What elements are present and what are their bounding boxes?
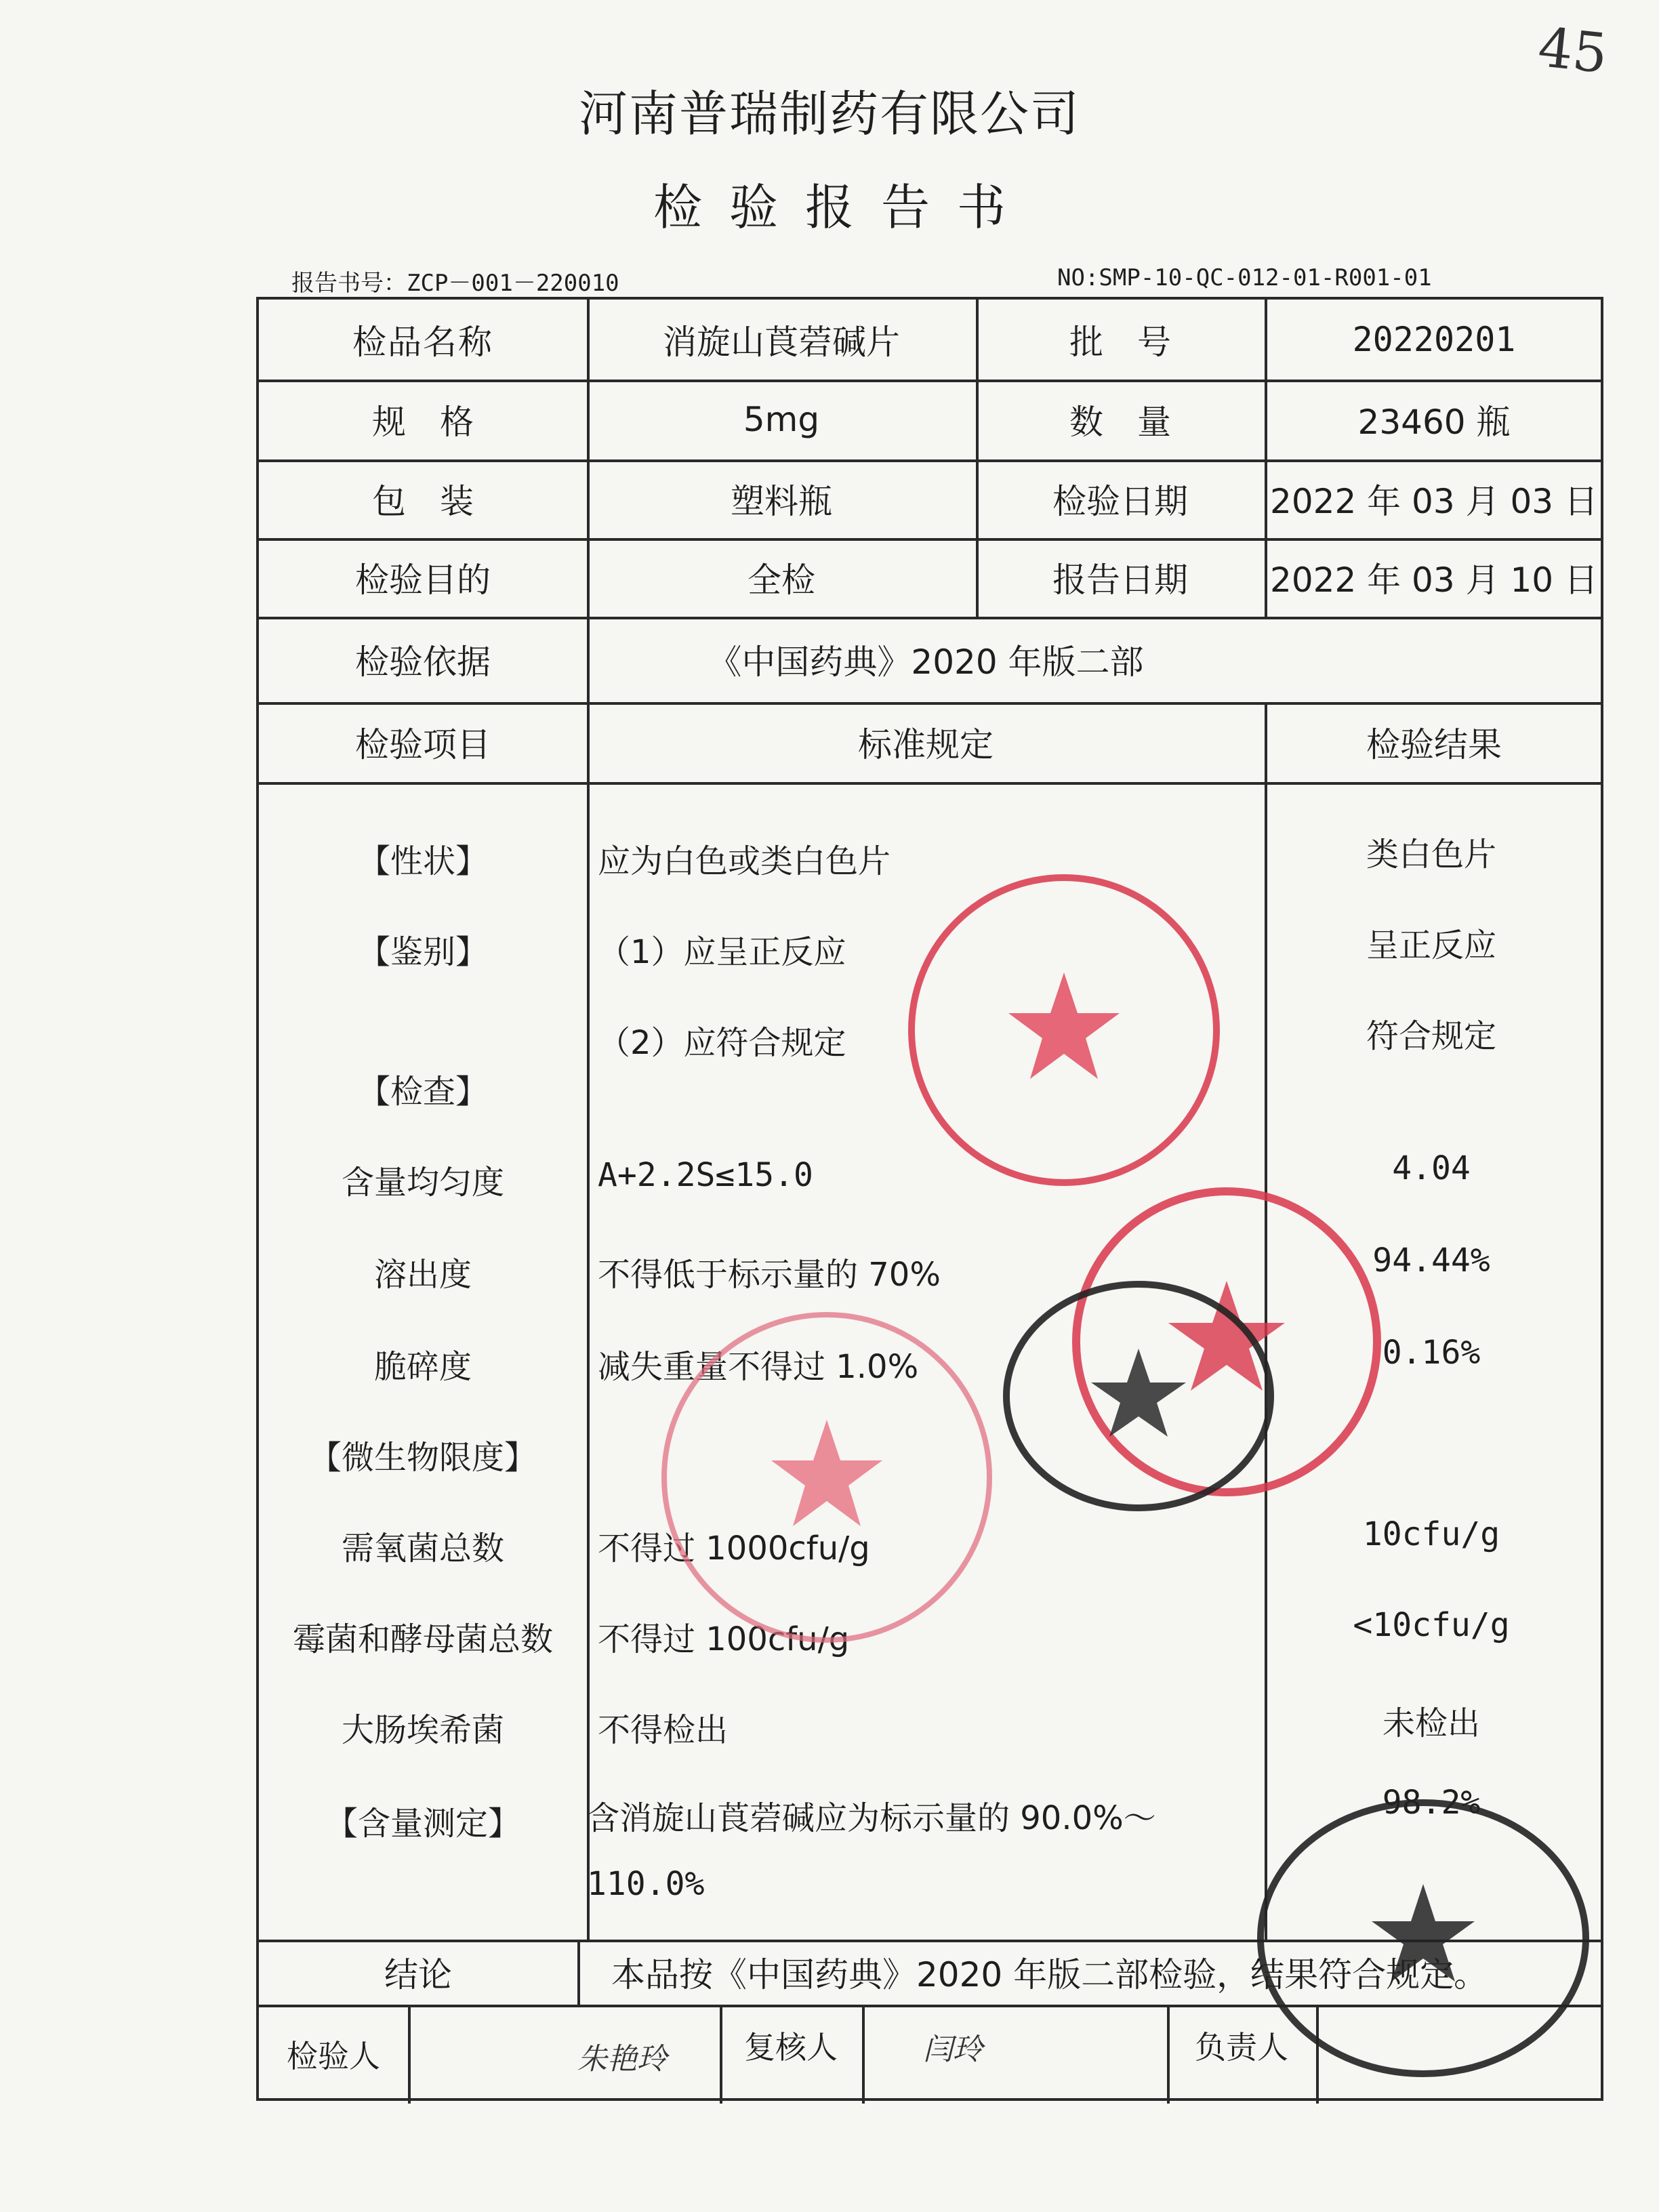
company-name: 河南普瑞制药有限公司	[578, 85, 1080, 142]
inspector-signature: 朱艳玲	[577, 2042, 667, 2076]
product-name-label: 检品名称	[352, 323, 493, 362]
inspector-label: 检验人	[287, 2038, 380, 2074]
document-title: 检验报告书	[653, 179, 1033, 236]
spec-label: 规 格	[372, 403, 474, 442]
column-header-result: 检验结果	[1366, 725, 1502, 764]
test-result: 98.2%	[1382, 1784, 1481, 1822]
conclusion-value: 本品按《中国药典》2020 年版二部检验，结果符合规定。	[611, 1955, 1488, 1994]
test-item: 大肠埃希菌	[341, 1711, 504, 1749]
batch-label: 批 号	[1069, 323, 1171, 362]
basis-label: 检验依据	[355, 642, 491, 682]
test-standard: 减失重量不得过 1.0%	[598, 1348, 919, 1386]
test-item: 霉菌和酵母菌总数	[292, 1620, 553, 1658]
report-date-label: 报告日期	[1052, 560, 1188, 600]
test-result: <10cfu/g	[1353, 1606, 1510, 1644]
test-result: 94.44%	[1372, 1242, 1490, 1279]
test-standard: （2）应符合规定	[598, 1024, 846, 1062]
conclusion-label: 结论	[384, 1955, 452, 1994]
assay-standard-continued: 110.0%	[587, 1865, 705, 1903]
product-name-value: 消旋山莨菪碱片	[663, 323, 900, 362]
test-item: 【鉴别】	[357, 933, 488, 971]
test-standard: 不得过 1000cfu/g	[598, 1530, 870, 1568]
test-standard: A+2.2S≤15.0	[598, 1156, 813, 1194]
reviewer-label: 复核人	[744, 2029, 838, 2066]
purpose-value: 全检	[747, 560, 815, 600]
test-item: 含量均匀度	[341, 1164, 504, 1202]
test-item: 脆碎度	[373, 1348, 472, 1386]
report-number: 报告书号：ZCP－001－220010	[291, 270, 619, 297]
packaging-value: 塑料瓶	[731, 482, 832, 521]
inspection-seal-black	[1247, 1789, 1599, 2087]
test-standard: 含消旋山莨菪碱应为标示量的 90.0%～	[587, 1799, 1156, 1837]
test-standard: 应为白色或类白色片	[598, 842, 891, 880]
test-result: 10cfu/g	[1362, 1515, 1500, 1553]
purpose-label: 检验目的	[355, 560, 491, 600]
form-number: NO:SMP-10-QC-012-01-R001-01	[1057, 264, 1432, 291]
page-number: 45	[1535, 15, 1611, 86]
quantity-value: 23460 瓶	[1357, 403, 1511, 442]
test-result: 4.04	[1392, 1149, 1471, 1187]
test-item: 【性状】	[357, 842, 488, 880]
test-standard: （1）应呈正反应	[598, 933, 846, 971]
quantity-label: 数 量	[1069, 403, 1171, 442]
guarantee-seal-red	[637, 1294, 1017, 1647]
basis-value: 《中国药典》2020 年版二部	[708, 642, 1144, 682]
packaging-label: 包 装	[372, 482, 474, 521]
test-result: 未检出	[1382, 1704, 1480, 1742]
column-header-item: 检验项目	[355, 725, 491, 764]
quality-seal-black	[996, 1274, 1281, 1518]
batch-value: 20220201	[1352, 320, 1516, 359]
spec-value: 5mg	[743, 400, 820, 439]
test-result: 呈正反应	[1366, 926, 1496, 964]
test-item: 需氧菌总数	[341, 1530, 504, 1568]
test-standard: 不得低于标示量的 70%	[598, 1256, 941, 1294]
test-result: 0.16%	[1382, 1334, 1481, 1372]
test-standard: 不得检出	[598, 1711, 729, 1749]
test-result: 类白色片	[1366, 836, 1496, 874]
column-header-standard: 标准规定	[858, 725, 994, 764]
test-item: 【含量测定】	[325, 1805, 520, 1843]
test-date-label: 检验日期	[1052, 482, 1188, 521]
test-standard: 不得过 100cfu/g	[598, 1620, 850, 1658]
test-item: 【微生物限度】	[308, 1439, 537, 1477]
test-item: 溶出度	[373, 1256, 472, 1294]
test-result: 符合规定	[1366, 1017, 1496, 1055]
report-date-value: 2022 年 03 月 10 日	[1270, 560, 1598, 600]
test-item: 【检查】	[357, 1073, 488, 1111]
responsible-label: 负责人	[1195, 2029, 1288, 2066]
test-date-value: 2022 年 03 月 03 日	[1270, 482, 1598, 521]
quality-dept-seal-red	[881, 847, 1247, 1213]
reviewer-signature: 闫玲	[923, 2032, 983, 2067]
